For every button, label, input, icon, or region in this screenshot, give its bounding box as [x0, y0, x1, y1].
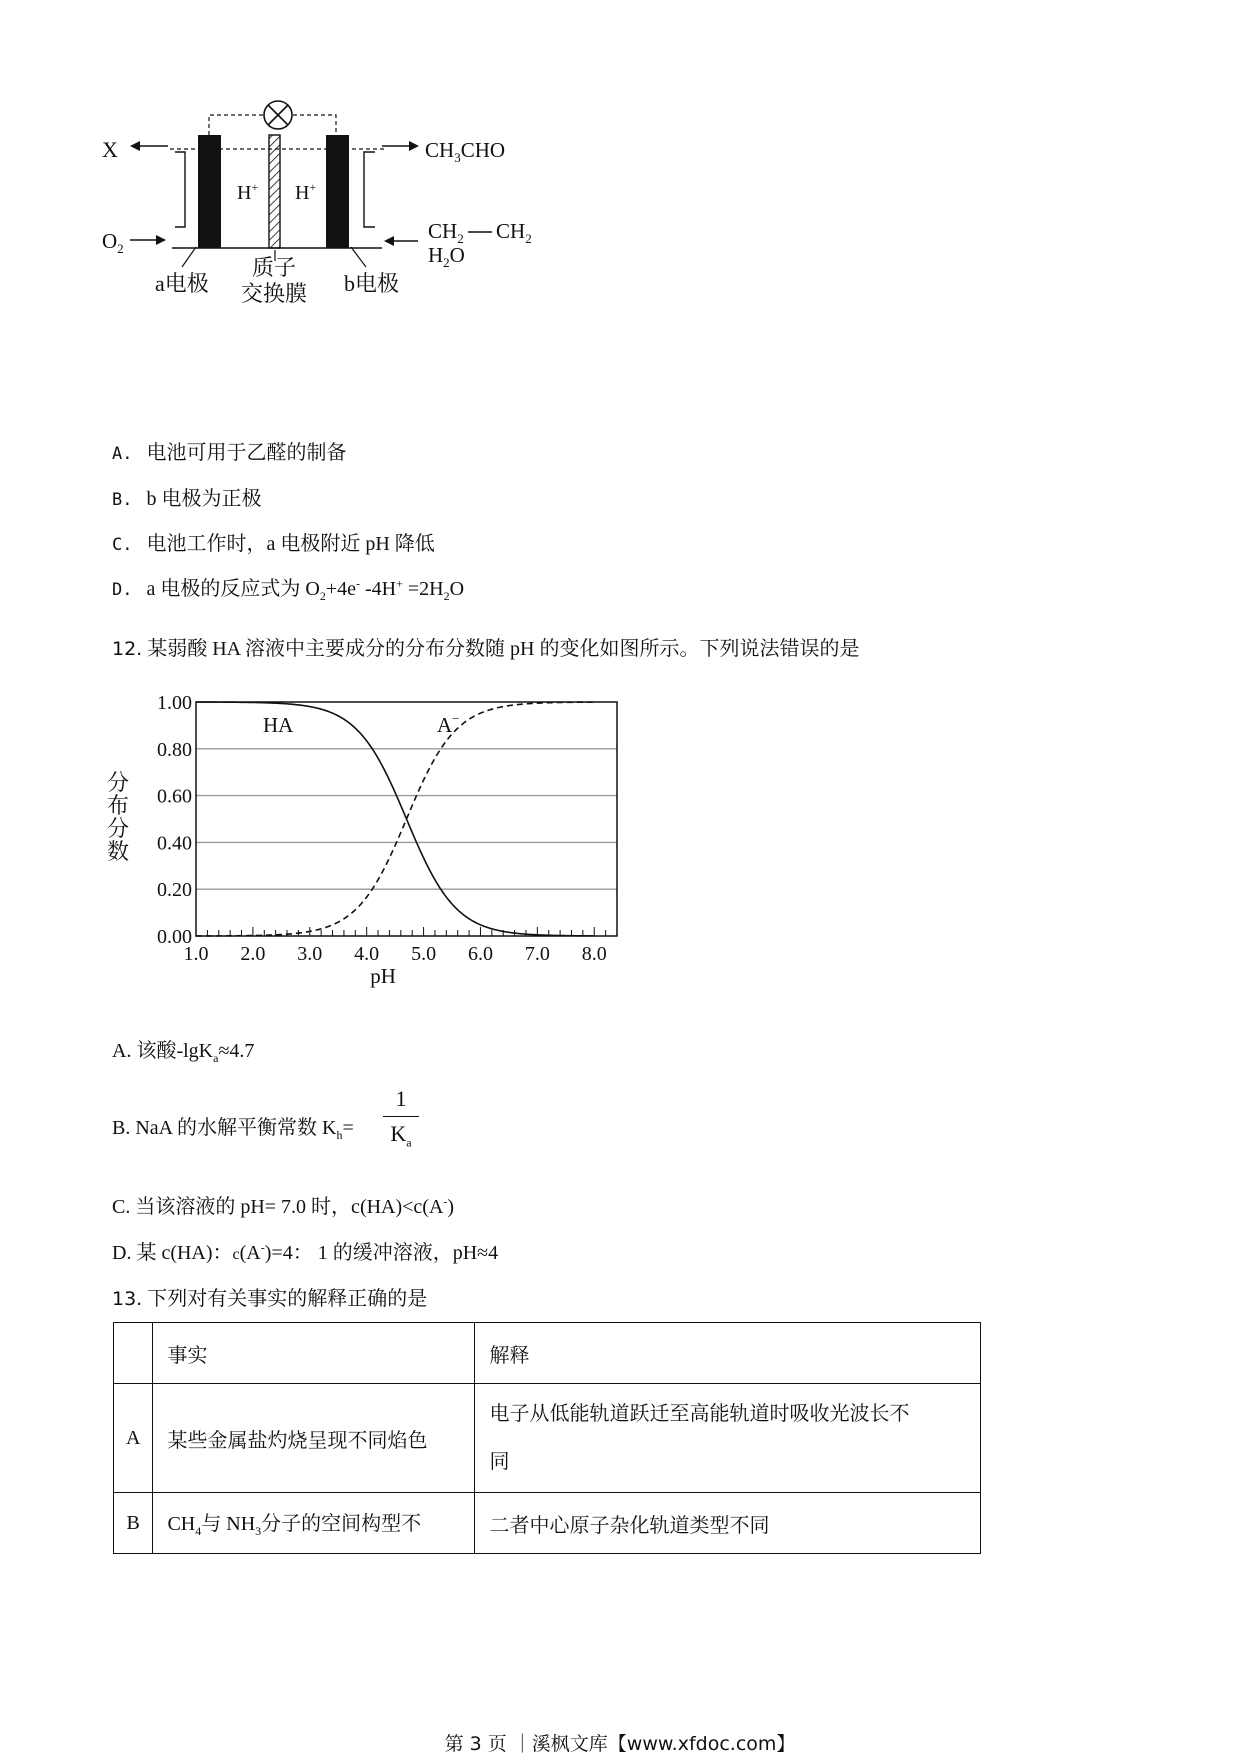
ch3cho-label: $CH_3CHO$ [425, 138, 506, 165]
fraction-one-over-ka [383, 1085, 419, 1148]
question-number: 13. [112, 1288, 143, 1310]
y-axis-label: 分布分数 [107, 770, 130, 864]
option-text: 电池工作时，a 电极附近 pH 降低 [146, 533, 435, 555]
y-tick-label: 0.40 [157, 832, 192, 855]
fuel-cell-diagram [100, 95, 620, 345]
leader-a [182, 247, 196, 267]
table-row [114, 1493, 981, 1554]
electrode-a [198, 135, 221, 248]
table-cell: 电子从低能轨道跃迁至高能轨道时吸收光波长不 同 [475, 1384, 981, 1493]
table-row [114, 1384, 981, 1493]
q11-option-a [112, 436, 346, 465]
x-tick-label: 8.0 [581, 943, 607, 965]
membrane-label-2: 交换膜 [241, 281, 308, 306]
series-label-a: A− [437, 711, 460, 737]
o2-label: $O_2$ [102, 229, 124, 256]
distribution-chart [105, 690, 645, 1000]
y-tick-label: 0.80 [157, 738, 192, 761]
arrow-o2-in [130, 235, 166, 245]
option-text: b 电极为正极 [146, 488, 262, 510]
bulb-icon [264, 101, 292, 129]
membrane-label-1: 质子 [252, 255, 297, 280]
q11-option-c [112, 527, 435, 556]
ethylene-oxide-right: $CH_2$ [496, 219, 532, 246]
y-tick-label: 1.00 [157, 692, 192, 714]
facts-table [113, 1322, 981, 1554]
series-label-ha: HA [263, 713, 294, 737]
water-label: $H_2O$ [428, 243, 465, 270]
option-label: A. [112, 444, 133, 464]
series-ha-line [196, 702, 594, 936]
table-cell: B [114, 1493, 153, 1554]
option-text: a 电极的反应式为 $O_2+4e^-$ $-4H^+ =2H_2O$ [146, 576, 465, 603]
option-label: C. [112, 535, 133, 555]
x-tick-label: 6.0 [467, 943, 493, 965]
fraction-denominator: $K_a$ [390, 1121, 412, 1150]
x-label: X [102, 137, 118, 162]
table-header-cell [114, 1323, 153, 1384]
electrode-b [326, 135, 349, 248]
option-label: B. [112, 490, 133, 510]
fraction-bar [383, 1116, 419, 1117]
x-tick-label: 7.0 [524, 943, 550, 965]
x-tick-label: 4.0 [354, 943, 380, 965]
table-header-cell: 事实 [153, 1323, 475, 1384]
x-tick-label: 2.0 [240, 943, 266, 965]
table-cell: $CH_4$与 $NH_3$分子的空间构型不 [153, 1493, 475, 1554]
question-stem: 某弱酸 HA 溶液中主要成分的分布分数随 pH 的变化如图所示。下列说法错误的是 [147, 638, 860, 660]
ethylene-oxide-left: $CH_2$ [428, 219, 464, 246]
table-header-cell: 解释 [475, 1323, 981, 1384]
series-a-line [196, 702, 594, 936]
table-cell: 某些金属盐灼烧呈现不同焰色 [153, 1384, 475, 1493]
option-text: 电池可用于乙醛的制备 [146, 442, 347, 464]
table-cell: A [114, 1384, 153, 1493]
q11-option-b [112, 482, 261, 511]
question-number: 12. [112, 638, 143, 660]
y-tick-label: 0.60 [157, 785, 192, 808]
leader-b [351, 247, 366, 267]
arrow-ethylene-in [384, 236, 418, 246]
arrow-x-out [130, 141, 168, 151]
y-tick-label: 0.20 [157, 879, 192, 902]
x-tick-label: 1.0 [183, 943, 209, 965]
q12-option-c: C. 当该溶液的 pH= 7.0 时，c(HA)<c(A-) [112, 1194, 455, 1218]
right-bracket [364, 152, 375, 227]
table-cell: 二者中心原子杂化轨道类型不同 [475, 1493, 981, 1554]
table-header-row [114, 1323, 981, 1384]
left-bracket [175, 152, 185, 227]
q13-heading [112, 1282, 427, 1311]
proton-exchange-membrane [269, 135, 280, 248]
h-plus-right: H+ [295, 180, 317, 204]
fraction-numerator: 1 [395, 1086, 407, 1111]
x-tick-label: 5.0 [411, 943, 437, 965]
question-stem: 下列对有关事实的解释正确的是 [147, 1288, 428, 1310]
electrode-b-label: b电极 [344, 271, 400, 296]
q12-heading [112, 632, 859, 661]
q12-option-d: D. 某 c(HA)：c(A-)=4： 1 的缓冲溶液，pH≈4 [112, 1240, 499, 1264]
x-tick-label: 3.0 [297, 943, 323, 965]
y-tick-label: 0.00 [157, 926, 192, 948]
q12-option-a: A. 该酸-lgK$_a$≈4.7 [112, 1040, 255, 1065]
electrode-a-label: a电极 [155, 271, 209, 296]
arrow-ch3cho-out [382, 141, 419, 151]
x-axis-label: pH [370, 964, 396, 988]
option-label: D. [112, 580, 133, 600]
h-plus-left: H+ [237, 180, 259, 204]
q12-option-b: B. NaA 的水解平衡常数 $K_h=$ [112, 1117, 354, 1142]
q11-option-d [112, 572, 464, 604]
page-footer: 第 3 页 ｜溪枫文库【www.xfdoc.com】 [444, 1733, 796, 1755]
